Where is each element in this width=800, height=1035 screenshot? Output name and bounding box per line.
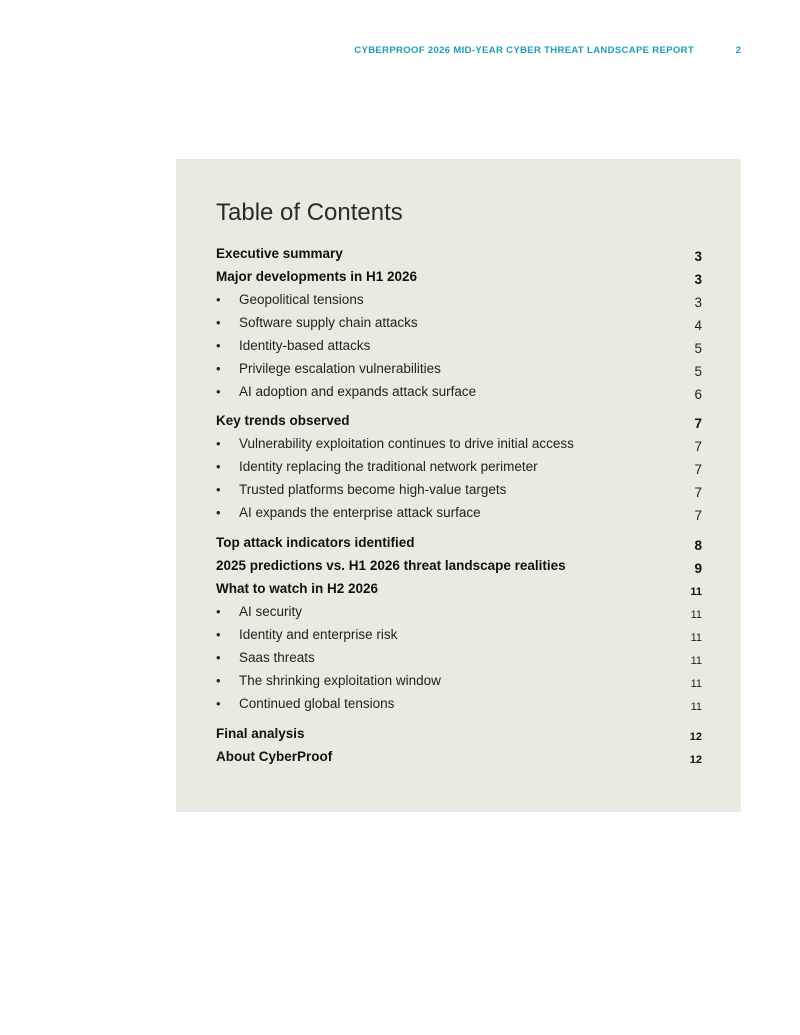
toc-entry-privilege-escalation[interactable] [216, 358, 702, 380]
toc-entry-label: Vulnerability exploitation continues to drive initial access [239, 436, 574, 451]
bullet-icon: • [216, 384, 221, 399]
running-header [0, 45, 800, 59]
toc-entry-executive-summary[interactable] [216, 243, 702, 265]
bullet-icon: • [216, 292, 221, 307]
toc-entry-what-to-watch[interactable] [216, 578, 702, 600]
toc-entry-page: 3 [694, 272, 702, 287]
toc-entry-shrinking-window[interactable] [216, 670, 702, 692]
toc-entry-page: 11 [690, 701, 702, 713]
toc-entry-label: AI adoption and expands attack surface [239, 384, 477, 399]
toc-entry-page: 3 [694, 249, 702, 264]
toc-entry-page: 11 [690, 678, 702, 690]
toc-entry-label: Top attack indicators identified [216, 535, 415, 550]
toc-entry-label: Geopolitical tensions [239, 292, 364, 307]
toc-entry-page: 9 [694, 561, 702, 576]
toc-entry-page: 12 [689, 731, 702, 743]
toc-entry-page: 11 [690, 655, 702, 667]
bullet-icon: • [216, 673, 221, 688]
toc-entry-ai-adoption[interactable] [216, 381, 702, 403]
toc-entry-label: The shrinking exploitation window [239, 673, 441, 688]
toc-entry-label: Identity and enterprise risk [239, 627, 398, 642]
page-number: 2 [735, 45, 741, 56]
toc-entry-label: Executive summary [216, 246, 343, 261]
toc-entry-label: AI security [239, 604, 303, 619]
bullet-icon: • [216, 505, 221, 520]
toc-entry-label: Major developments in H1 2026 [216, 269, 418, 284]
toc-entry-page: 7 [694, 416, 702, 431]
bullet-icon: • [216, 627, 221, 642]
toc-entry-label: 2025 predictions vs. H1 2026 threat landscape realities [216, 558, 566, 573]
toc-entry-label: Continued global tensions [239, 696, 395, 711]
toc-entry-label: Privilege escalation vulnerabilities [239, 361, 441, 376]
toc-entry-global-tensions[interactable] [216, 693, 702, 715]
toc-entry-page: 8 [694, 538, 702, 553]
bullet-icon: • [216, 604, 221, 619]
toc-entry-label: Final analysis [216, 726, 305, 741]
toc-entry-saas-threats[interactable] [216, 647, 702, 669]
toc-entry-final-analysis[interactable] [216, 723, 702, 745]
toc-entry-label: What to watch in H2 2026 [216, 581, 379, 596]
toc-entry-page: 6 [694, 387, 702, 402]
bullet-icon: • [216, 459, 221, 474]
toc-entry-trusted-platforms[interactable] [216, 479, 702, 501]
toc-entry-identity-based-attacks[interactable] [216, 335, 702, 357]
bullet-icon: • [216, 650, 221, 665]
toc-entry-page: 11 [690, 609, 702, 621]
toc-entry-predictions-vs-realities[interactable] [216, 555, 702, 577]
toc-entry-ai-expands[interactable] [216, 502, 702, 524]
toc-entry-key-trends[interactable] [216, 410, 702, 432]
bullet-icon: • [216, 338, 221, 353]
toc-entry-software-supply-chain[interactable] [216, 312, 702, 334]
toc-entry-page: 5 [694, 364, 702, 379]
table-of-contents-panel [176, 159, 741, 812]
toc-entry-page: 7 [694, 508, 702, 523]
toc-entry-page: 5 [694, 341, 702, 356]
toc-entry-page: 7 [694, 485, 702, 500]
toc-entry-label: Software supply chain attacks [239, 315, 418, 330]
bullet-icon: • [216, 696, 221, 711]
toc-entry-page: 7 [694, 462, 702, 477]
toc-title: Table of Contents [216, 199, 403, 226]
toc-entry-geopolitical-tensions[interactable] [216, 289, 702, 311]
toc-entry-vulnerability-exploitation[interactable] [216, 433, 702, 455]
toc-entry-page: 12 [689, 754, 702, 766]
bullet-icon: • [216, 436, 221, 451]
toc-entry-page: 11 [690, 586, 702, 598]
toc-entry-label: Identity-based attacks [239, 338, 371, 353]
toc-entry-label: About CyberProof [216, 749, 333, 764]
toc-entry-label: Key trends observed [216, 413, 350, 428]
bullet-icon: • [216, 482, 221, 497]
toc-entry-identity-perimeter[interactable] [216, 456, 702, 478]
toc-entry-page: 4 [694, 318, 702, 333]
report-title: CYBERPROOF 2026 MID-YEAR CYBER THREAT LANDSCAPE REPORT [354, 45, 694, 56]
toc-entry-ai-security[interactable] [216, 601, 702, 623]
toc-entry-about-cyberproof[interactable] [216, 746, 702, 768]
toc-entry-identity-enterprise-risk[interactable] [216, 624, 702, 646]
toc-entry-page: 11 [690, 632, 702, 644]
toc-entry-label: AI expands the enterprise attack surface [239, 505, 481, 520]
toc-entry-major-developments[interactable] [216, 266, 702, 288]
toc-entry-label: Identity replacing the traditional network perimeter [239, 459, 538, 474]
toc-entry-page: 3 [694, 295, 702, 310]
toc-entry-page: 7 [694, 439, 702, 454]
bullet-icon: • [216, 315, 221, 330]
toc-entry-label: Saas threats [239, 650, 315, 665]
bullet-icon: • [216, 361, 221, 376]
toc-entry-label: Trusted platforms become high-value targets [239, 482, 507, 497]
toc-entry-top-attack-indicators[interactable] [216, 532, 702, 554]
